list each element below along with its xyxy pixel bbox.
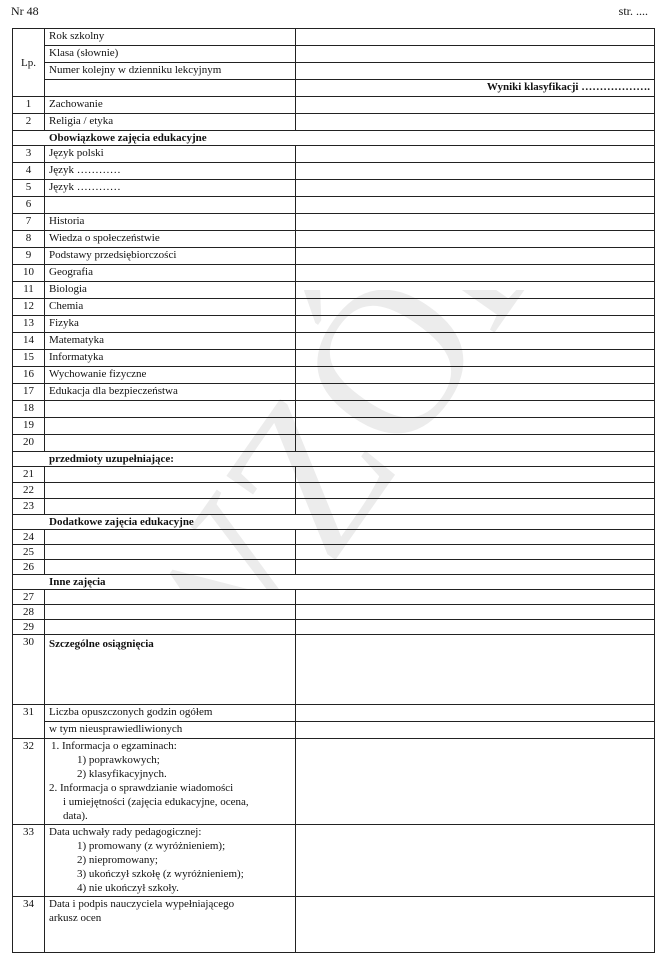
row-number: 22 [13,483,45,499]
teacher-signature-label [45,897,296,953]
table-row [13,180,655,197]
section-row [13,515,655,530]
subject-name: Geografia [45,265,296,282]
subject-name [45,530,296,545]
table-row [13,545,655,560]
table-row [13,467,655,483]
absences-total-label: Liczba opuszczonych godzin ogółem [45,705,296,722]
table-row [13,722,655,739]
table-row [13,299,655,316]
table-row [13,825,655,897]
subject-name: Język ………… [45,180,296,197]
text-line: 4) nie ukończył szkoły. [77,882,179,894]
subject-name [45,435,296,452]
grade-field[interactable] [296,97,655,114]
row-number: 17 [13,384,45,401]
grade-field[interactable] [296,180,655,197]
subject-name: Wychowanie fizyczne [45,367,296,384]
grade-field[interactable] [296,384,655,401]
subject-name: Podstawy przedsiębiorczości [45,248,296,265]
table-row [13,605,655,620]
table-row [13,333,655,350]
row-number: 21 [13,467,45,483]
row-number: 13 [13,316,45,333]
grade-field[interactable] [296,401,655,418]
table-row [13,705,655,722]
row-number: 16 [13,367,45,384]
subject-name [45,605,296,620]
row-number: 8 [13,231,45,248]
grade-field[interactable] [296,231,655,248]
subject-name: Chemia [45,299,296,316]
school-year-label: Rok szkolny [45,29,296,46]
row-number: 3 [13,146,45,163]
grade-field[interactable] [296,163,655,180]
row-number: 18 [13,401,45,418]
text-line: 1. Informacja o egzaminach: [51,740,177,752]
row-number: 33 [13,825,45,897]
subject-name: Język polski [45,146,296,163]
grade-field[interactable] [296,214,655,231]
row-number: 28 [13,605,45,620]
grade-field[interactable] [296,197,655,214]
table-row [13,114,655,131]
grade-field[interactable] [296,316,655,333]
grade-field[interactable] [296,545,655,560]
section-uzupelniajace: przedmioty uzupełniające: [13,452,655,467]
lp-header: Lp. [13,29,45,97]
subject-name [45,197,296,214]
grade-field[interactable] [296,248,655,265]
subject-name [45,560,296,575]
absences-unexcused-label: w tym nieusprawiedliwionych [45,722,296,739]
blank-cell [45,80,296,97]
table-row [13,214,655,231]
row-number: 20 [13,435,45,452]
table-row [13,384,655,401]
subject-name: Biologia [45,282,296,299]
table-row [13,739,655,825]
row-number: 24 [13,530,45,545]
value-field[interactable] [296,825,655,897]
grade-field[interactable] [296,282,655,299]
row-number: 1 [13,97,45,114]
row-number: 25 [13,545,45,560]
text-line: arkusz ocen [49,912,102,924]
grade-field[interactable] [296,350,655,367]
table-row [13,897,655,953]
text-line: Data i podpis nauczyciela wypełniającego [49,898,235,910]
class-label: Klasa (słownie) [45,46,296,63]
table-row [13,231,655,248]
table-row [13,560,655,575]
table-row [13,435,655,452]
grade-field[interactable] [296,367,655,384]
grade-sheet-table [12,28,655,953]
subject-name [45,401,296,418]
subject-name [45,620,296,635]
grade-field[interactable] [296,114,655,131]
school-year-field[interactable] [296,29,655,46]
subject-name [45,545,296,560]
row-number: 27 [13,590,45,605]
row-number: 32 [13,739,45,825]
grade-field[interactable] [296,530,655,545]
table-row [13,530,655,545]
row-number: 23 [13,499,45,515]
grade-field[interactable] [296,605,655,620]
subject-name: Wiedza o społeczeństwie [45,231,296,248]
subject-name [45,590,296,605]
section-row [13,575,655,590]
table-row [13,97,655,114]
subject-name [45,418,296,435]
table-row [13,163,655,180]
grade-field[interactable] [296,265,655,282]
subject-name: Informatyka [45,350,296,367]
table-row [13,350,655,367]
row-number: 4 [13,163,45,180]
subject-name [45,467,296,483]
row-number: 9 [13,248,45,265]
table-row [13,146,655,163]
table-row [13,367,655,384]
text-line: 2. Informacja o sprawdzianie wiadomości [49,782,234,794]
grade-field[interactable] [296,483,655,499]
section-row [13,131,655,146]
row-number: 30 [13,635,45,705]
grade-field[interactable] [296,560,655,575]
class-field[interactable] [296,46,655,63]
text-line: 2) niepromowany; [77,854,158,866]
journal-number-label: Numer kolejny w dzienniku lekcyjnym [45,63,296,80]
table-row [13,483,655,499]
grade-field[interactable] [296,333,655,350]
table-row [13,418,655,435]
grade-field[interactable] [296,620,655,635]
row-number: 6 [13,197,45,214]
row-number: 26 [13,560,45,575]
text-line: 3) ukończył szkołę (z wyróżnieniem); [77,868,244,880]
subject-name: Religia / etyka [45,114,296,131]
grade-field[interactable] [296,590,655,605]
subject-name: Historia [45,214,296,231]
table-row [13,248,655,265]
grade-field[interactable] [296,435,655,452]
table-row [13,499,655,515]
subject-name [45,499,296,515]
text-line: data). [63,810,88,822]
row-number: 29 [13,620,45,635]
text-line: 2) klasyfikacyjnych. [77,768,167,780]
council-resolution [45,825,296,897]
text-line: 1) poprawkowych; [77,754,160,766]
row-number: 31 [13,705,45,739]
section-dodatkowe: Dodatkowe zajęcia edukacyjne [13,515,655,530]
table-row [13,316,655,333]
form-number: Nr 48 [11,4,39,18]
text-line: Data uchwały rady pedagogicznej: [49,826,202,838]
row-number: 12 [13,299,45,316]
journal-number-field[interactable] [296,63,655,80]
subject-name [45,483,296,499]
row-number: 7 [13,214,45,231]
subject-name: Język ………… [45,163,296,180]
row-number: 5 [13,180,45,197]
grade-field[interactable] [296,467,655,483]
achievements-field[interactable] [296,635,655,705]
subject-name: Zachowanie [45,97,296,114]
row-number: 14 [13,333,45,350]
grade-field[interactable] [296,418,655,435]
text-line: 1) promowany (z wyróżnieniem); [77,840,226,852]
page-number: str. .... [618,4,648,18]
table-row [13,197,655,214]
row-number: 11 [13,282,45,299]
table-row [13,620,655,635]
grade-field[interactable] [296,299,655,316]
row-number: 10 [13,265,45,282]
section-row [13,452,655,467]
exams-info [45,739,296,825]
subject-name: Matematyka [45,333,296,350]
table-row [13,635,655,705]
value-field[interactable] [296,897,655,953]
table-row [13,265,655,282]
table-row [13,590,655,605]
section-inne: Inne zajęcia [13,575,655,590]
section-obowiazkowe: Obowiązkowe zajęcia edukacyjne [13,131,655,146]
achievements-label: Szczególne osiągnięcia [45,635,296,705]
row-number: 15 [13,350,45,367]
grade-field[interactable] [296,499,655,515]
row-number: 34 [13,897,45,953]
text-line: i umiejętności (zajęcia edukacyjne, ocena, [63,796,249,808]
value-field[interactable] [296,739,655,825]
row-number: 19 [13,418,45,435]
table-row [13,401,655,418]
row-number: 2 [13,114,45,131]
subject-name: Fizyka [45,316,296,333]
results-header: Wyniki klasyfikacji ………………. [296,80,655,97]
table-row [13,282,655,299]
grade-field[interactable] [296,146,655,163]
absences-unexcused-field[interactable] [296,722,655,739]
absences-total-field[interactable] [296,705,655,722]
subject-name: Edukacja dla bezpieczeństwa [45,384,296,401]
